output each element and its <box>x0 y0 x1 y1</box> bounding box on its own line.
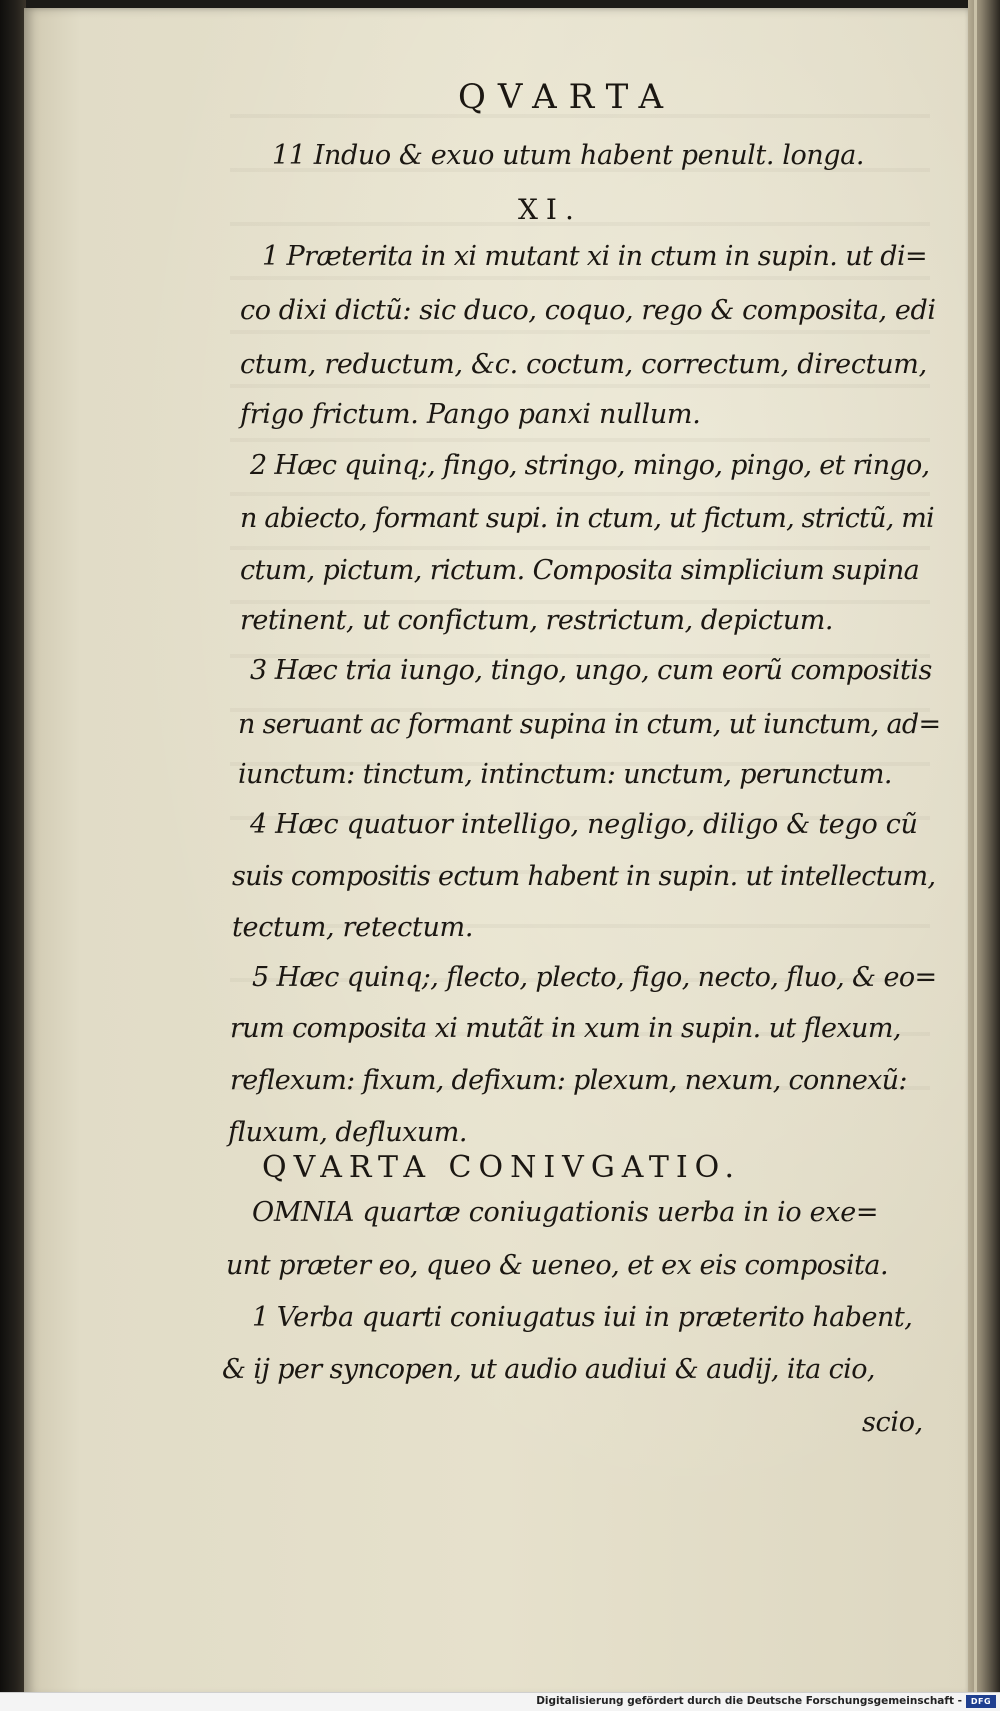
text-line: fluxum, defluxum. <box>228 1117 467 1148</box>
text-line: 2 Hæc quinq;, fingo, stringo, mingo, pingo, et ringo, <box>250 450 930 481</box>
text-line: n abiecto, formant supi. in ctum, ut fictum, strictũ, mi <box>240 503 934 534</box>
text-line: OMNIA quartæ coniugationis uerba in io exe= <box>252 1197 879 1228</box>
dfg-logo: DFG <box>966 1695 996 1708</box>
section-number: XI. <box>518 193 582 226</box>
text-line: iunctum: tinctum, intinctum: unctum, perunctum. <box>238 759 892 790</box>
text-line: reflexum: fixum, defixum: plexum, nexum, connexũ: <box>230 1065 907 1096</box>
text-line: retinent, ut confictum, restrictum, depictum. <box>240 605 833 636</box>
text-line: co dixi dictũ: sic duco, coquo, rego & composita, edi <box>240 295 936 326</box>
running-head: QVARTA <box>458 77 676 117</box>
text-line: rum composita xi mutãt in xum in supin. ut flexum, <box>230 1013 901 1044</box>
text-line: ctum, reductum, &c. coctum, correctum, directum, <box>240 349 927 380</box>
text-line: suis compositis ectum habent in supin. ut intellectum, <box>232 861 936 892</box>
section-heading: QVARTA CONIVGATIO. <box>262 1150 742 1185</box>
text-line: n seruant ac formant supina in ctum, ut iunctum, ad= <box>238 709 941 740</box>
text-line: 5 Hæc quinq;, flecto, plecto, figo, necto, fluo, & eo= <box>252 962 937 993</box>
book-spine <box>0 0 26 1711</box>
text-line: & ij per syncopen, ut audio audiui & audij, ita cio, <box>222 1354 875 1385</box>
text-line: 3 Hæc tria iungo, tingo, ungo, cum eorũ compositis <box>250 655 932 686</box>
fore-edge <box>968 0 1000 1711</box>
text-line: frigo frictum. Pango panxi nullum. <box>240 399 701 430</box>
catchword: scio, <box>862 1407 923 1438</box>
text-line: unt præter eo, queo & ueneo, et ex eis composita. <box>226 1250 889 1281</box>
text-line: 11 Induo & exuo utum habent penult. longa. <box>272 140 865 171</box>
text-line: 1 Verba quarti coniugatus iui in præterito habent, <box>252 1302 913 1333</box>
funding-credit: Digitalisierung gefördert durch die Deutsche Forschungsgemeinschaft - <box>536 1695 962 1707</box>
text-line: 1 Præterita in xi mutant xi in ctum in supin. ut di= <box>262 241 928 272</box>
text-line: ctum, pictum, rictum. Composita simplicium supina <box>240 555 920 586</box>
digitization-footer <box>0 1692 1000 1711</box>
text-line: tectum, retectum. <box>232 912 474 943</box>
text-line: 4 Hæc quatuor intelligo, negligo, diligo & tego cũ <box>250 809 918 840</box>
